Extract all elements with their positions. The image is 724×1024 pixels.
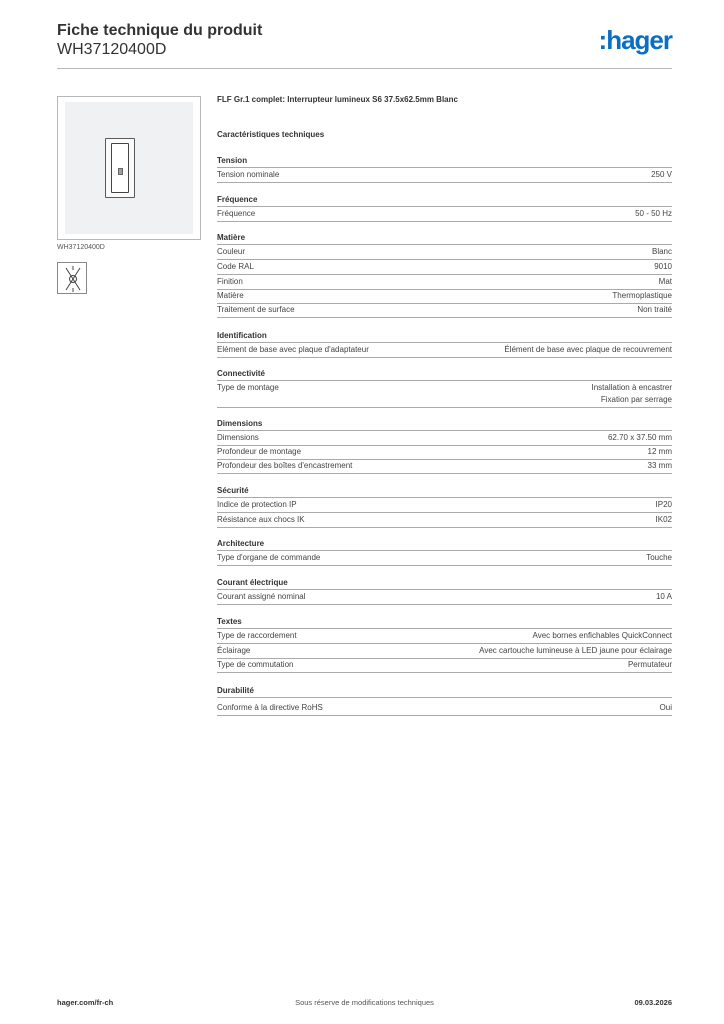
section-title: Caractéristiques techniques	[217, 130, 325, 139]
footer-website-link[interactable]: hager.com/fr-ch	[57, 998, 114, 1007]
spec-key: Tension nominale	[217, 170, 280, 179]
spec-row	[217, 432, 672, 446]
spec-row	[217, 446, 672, 460]
group-divider	[217, 380, 672, 381]
product-description: FLF Gr.1 complet: Interrupteur lumineux S6 37.5x62.5mm Blanc	[217, 95, 458, 104]
group-divider	[217, 628, 672, 629]
group-divider	[217, 167, 672, 168]
group-divider	[217, 697, 672, 698]
spec-row	[217, 382, 672, 408]
spec-row	[217, 514, 672, 528]
spec-key: Traitement de surface	[217, 305, 295, 314]
spec-key: Courant assigné nominal	[217, 592, 306, 601]
spec-key: Code RAL	[217, 262, 254, 271]
group-title-securite: Sécurité	[217, 486, 249, 495]
spec-value: Élément de base avec plaque de recouvrement	[504, 345, 672, 354]
group-divider	[217, 550, 672, 551]
group-title-dimensions: Dimensions	[217, 419, 263, 428]
spec-key: Type d'organe de commande	[217, 553, 321, 562]
product-code: WH37120400D	[57, 41, 167, 58]
header-divider	[57, 68, 672, 69]
hager-logo: :hager	[598, 25, 672, 55]
spec-row	[217, 460, 672, 474]
page-header	[57, 22, 672, 68]
spec-value: Oui	[659, 703, 672, 712]
spec-row	[217, 659, 672, 673]
switch-symbol-icon	[57, 262, 87, 294]
spec-key: Couleur	[217, 247, 246, 256]
spec-value: IK02	[655, 515, 672, 524]
spec-row	[217, 591, 672, 605]
spec-key: Type de montage	[217, 383, 279, 392]
spec-value: 12 mm	[647, 447, 672, 456]
spec-key: Fréquence	[217, 209, 256, 218]
group-title-tension: Tension	[217, 156, 248, 165]
spec-row	[217, 304, 672, 318]
spec-value: Blanc	[651, 247, 672, 256]
spec-key: Dimensions	[217, 433, 259, 442]
group-title-durabilite: Durabilité	[217, 686, 254, 695]
spec-value: 10 A	[655, 592, 672, 601]
spec-value: Avec cartouche lumineuse à LED jaune pour éclairage	[479, 646, 672, 655]
group-divider	[217, 430, 672, 431]
spec-key: Éclairage	[217, 646, 251, 655]
spec-value: Mat	[658, 277, 672, 286]
group-divider	[217, 244, 672, 245]
group-title-frequence: Fréquence	[217, 195, 258, 204]
spec-row	[217, 645, 672, 659]
spec-value: IP20	[655, 500, 672, 509]
spec-key: Profondeur de montage	[217, 447, 302, 456]
spec-key: Profondeur des boîtes d'encastrement	[217, 461, 353, 470]
spec-key: Type de commutation	[217, 660, 294, 669]
spec-value: Avec bornes enfichables QuickConnect	[532, 631, 672, 640]
spec-row	[217, 344, 672, 358]
group-title-textes: Textes	[217, 617, 242, 626]
page-title: Fiche technique du produit	[57, 22, 263, 39]
spec-row	[217, 630, 672, 644]
footer-date: 09.03.2026	[634, 998, 672, 1007]
group-divider	[217, 497, 672, 498]
group-title-identification: Identification	[217, 331, 267, 340]
spec-value: 62.70 x 37.50 mm	[607, 433, 672, 442]
spec-value: Installation à encastrer	[591, 383, 672, 392]
spec-value: Thermoplastique	[612, 291, 672, 300]
spec-value-secondary: Fixation par serrage	[600, 395, 672, 404]
spec-row	[217, 702, 672, 716]
spec-key: Indice de protection IP	[217, 500, 297, 509]
footer-notice: Sous réserve de modifications techniques	[295, 998, 434, 1007]
group-title-courant: Courant électrique	[217, 578, 288, 587]
switch-plate	[105, 138, 135, 198]
group-divider	[217, 206, 672, 207]
product-image-background	[65, 102, 193, 234]
switch-led-window	[118, 168, 123, 175]
switch-rocker	[111, 143, 129, 193]
spec-value: 50 - 50 Hz	[635, 209, 672, 218]
spec-value: Permutateur	[627, 660, 672, 669]
spec-row	[217, 261, 672, 275]
spec-key: Elément de base avec plaque d'adaptateur	[217, 345, 369, 354]
spec-key: Type de raccordement	[217, 631, 297, 640]
spec-key: Finition	[217, 277, 243, 286]
spec-row	[217, 290, 672, 304]
group-title-matiere: Matière	[217, 233, 246, 242]
group-title-architecture: Architecture	[217, 539, 265, 548]
spec-key: Conforme à la directive RoHS	[217, 703, 323, 712]
spec-value: 250 V	[651, 170, 672, 179]
spec-row	[217, 246, 672, 260]
group-title-connectivite: Connectivité	[217, 369, 266, 378]
group-divider	[217, 589, 672, 590]
spec-row	[217, 208, 672, 222]
spec-value: Touche	[646, 553, 672, 562]
spec-key: Matière	[217, 291, 244, 300]
spec-key: Résistance aux chocs IK	[217, 515, 305, 524]
group-divider	[217, 342, 672, 343]
product-image	[57, 96, 201, 240]
spec-row	[217, 499, 672, 513]
image-caption: WH37120400D	[57, 244, 105, 251]
spec-value: 33 mm	[647, 461, 672, 470]
spec-value: Non traité	[637, 305, 672, 314]
spec-row	[217, 552, 672, 566]
spec-row	[217, 276, 672, 290]
spec-row	[217, 169, 672, 183]
spec-value: 9010	[654, 262, 672, 271]
